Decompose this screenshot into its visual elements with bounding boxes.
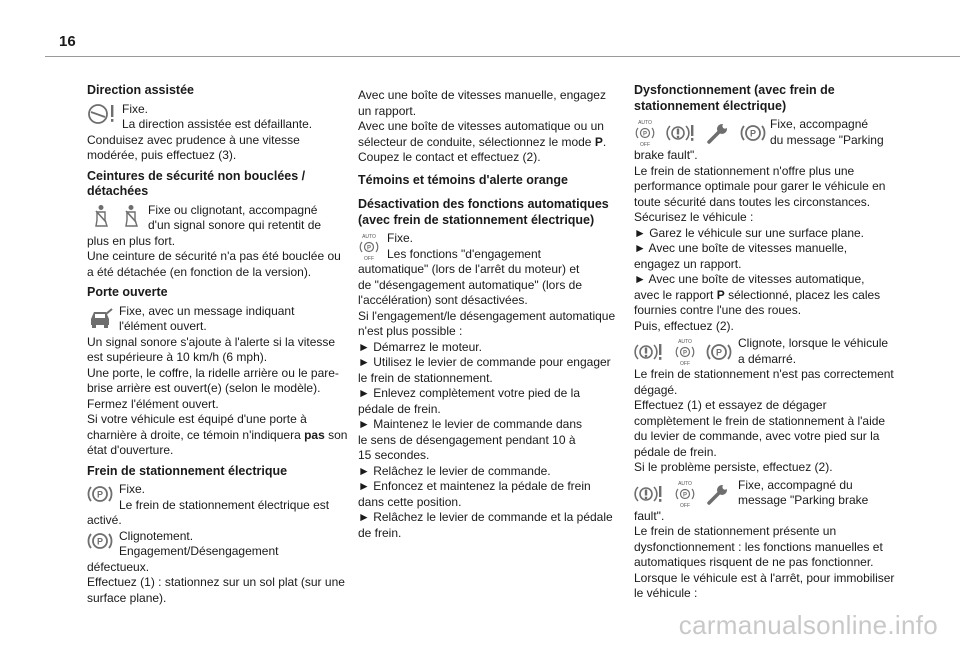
brake-fault-icon <box>666 122 696 144</box>
brake-fault-icon <box>634 341 664 363</box>
section-title-auto-functions-off: Désactivation des fonctions automatiques (avec frein de stationnement électrique) <box>358 197 609 227</box>
svg-text:AUTO: AUTO <box>678 480 692 487</box>
section-title-orange-warnings: Témoins et témoins d'alerte orange <box>358 172 568 187</box>
svg-text:OFF: OFF <box>640 142 650 148</box>
parking-brake-flashing-entry: P Clignotement. Engagement/Désengagement <box>87 529 349 560</box>
auto-off-icon <box>358 232 380 262</box>
svg-text:OFF: OFF <box>680 502 690 509</box>
door-open-icon <box>87 305 113 331</box>
svg-text:OFF: OFF <box>364 256 374 262</box>
parking-brake-icon <box>706 341 732 363</box>
svg-text:OFF: OFF <box>680 361 690 367</box>
section-title-power-steering: Direction assistée <box>87 83 194 97</box>
section-title-door-open: Porte ouverte <box>87 285 168 299</box>
svg-text:P: P <box>96 489 104 500</box>
svg-text:P: P <box>642 131 648 138</box>
power-steering-entry: Fixe. La direction assistée est défaillante. <box>87 102 349 133</box>
section-title-seatbelts: Ceintures de sécurité non bouclées / détachées <box>87 168 306 198</box>
svg-text:AUTO: AUTO <box>638 120 652 126</box>
svg-text:AUTO: AUTO <box>678 339 692 345</box>
svg-text:P: P <box>682 350 688 357</box>
brake-fault-icon <box>634 483 664 505</box>
seatbelt-icon <box>123 204 139 228</box>
svg-text:P: P <box>682 492 688 498</box>
auto-off-entry: AUTO P OFF Fixe. Les fonctions "d'engagement <box>358 231 620 262</box>
watermark: carmanualsonline.info <box>678 610 938 640</box>
svg-text:P: P <box>715 347 723 358</box>
section-title-electric-parking-brake: Frein de stationnement électrique <box>87 463 288 478</box>
page-number: 16 <box>59 33 76 50</box>
wrench-icon <box>706 482 730 506</box>
wrench-icon <box>706 121 730 145</box>
auto-off-icon <box>674 479 696 509</box>
door-open-entry: Fixe, avec un message indiquant l'élément ouvert. <box>87 304 349 335</box>
parking-brake-icon <box>87 483 113 505</box>
column-2: Avec une boîte de vitesses manuelle, engagez un rapport. Avec une boîte de vitesses automatique ou un sélecteur de conduite, sélectionnez le mode P. Coupez le contact et effectuez (2). Témoins et témoins d'alerte orange Désactivation des fonctions automatiques (avec frein de stationnement électrique) AUTO P OFF Fixe. Les fonctions "d'engagement automatique" (lors de l'arrêt du moteur) et de "désengagement automatique" (lors de l'accélération) sont désactivées. Si l'engagement/le désengagement automatique n'est plus possible : ► Démarrez le moteur. ► Utilisez le levier de commande pour engager le frein de stationnement. ► Enlevez complètement votre pied de la pédale de frein. ► Maintenez le levier de commande dans le sens de désengagement pendant 10 à 15 secondes. ► Relâchez le levier de commande. ► Enfoncez et maintenez la pédale de frein dans cette position. ► Relâchez le levier de commande et la pédale de frein. <box>358 82 620 541</box>
svg-text:P: P <box>749 128 757 139</box>
malfunction-message-entry: AUTO P OFF Fixe, accompagné du message "Parking brake <box>634 478 896 509</box>
steering-warning-icon <box>87 103 117 125</box>
auto-off-icon <box>674 337 696 367</box>
header-rule <box>45 56 960 57</box>
column-3: Dysfonctionnement (avec frein de stationnement électrique) AUTO P OFF P Fixe, accompagné du message "Parking brake fault". Le frein de stationnement n'offre plus une performance optimale pour garer le véhicule en toute sécurité dans toutes les circonstances. Sécurisez le véhicule : ► Garez le véhicule sur une surface plane. ► Avec une boîte de vitesses manuelle, engagez un rapport. ► Avec une boîte de vitesses automatique, avec le rapport P sélectionné, placez les cales fournies contre l'une des roues. Puis, effectuez (2). AUTO P OFF P Clignote, lorsque le véhicule a démarré. Le frein de stationnement n'est pas correctement dégagé. Effectuez (1) et essayez de dégager complètement le frein de stationnement à l'aide du levier de commande, avec votre pied sur la pédale de frein. Si le problème persiste, effectuez (2). AUTO P OFF Fixe, accompagné du message "Parking brake fault". Le frein de stationnement présente un dysfonctionnement : les fonctions manuelles et automatiques risquent de ne pas fonctionner. Lorsque le véhicule est à l'arrêt, pour immobiliser le véhicule : <box>634 83 895 600</box>
column-1: Direction assistée Fixe. La direction assistée est défaillante. Conduisez avec prudence à une vitesse modérée, puis effectuez (3). Ceintures de sécurité non bouclées / détachées Fixe ou clignotant, accompagné d'un signal sonore qui retentit de plus en plus fort. Une ceinture de sécurité n'a pas été bouclée ou a été détachée (en fonction de la version). Porte ouverte Fixe, avec un message indiquant l'élément ouvert. Un signal sonore s'ajoute à l'alerte si la vitesse est supérieure à 10 km/h (6 mph). Une porte, le coffre, la ridelle arrière ou le pare- brise arrière est ouvert(e) (selon le modèle). Fermez l'élément ouvert. Si votre véhicule est équipé d'une porte à charnière à droite, ce témoin n'indiquera pas son état d'ouverture. Frein de stationnement électrique P Fixe. Le frein de stationnement électrique est activé. P Clignotement. Engagement/Désengagement défectueux. Effectuez (1) : stationnez sur un sol plat (sur une surface plane). <box>87 83 348 605</box>
parking-brake-fixed-entry: P Fixe. Le frein de stationnement électrique est <box>87 482 349 513</box>
auto-off-icon <box>634 118 656 148</box>
malfunction-flashing-entry: AUTO P OFF P Clignote, lorsque le véhicule a démarré. <box>634 336 896 367</box>
section-title-malfunction: Dysfonctionnement (avec frein de stationnement électrique) <box>634 83 835 113</box>
parking-brake-icon <box>740 122 766 144</box>
parking-brake-icon <box>87 530 113 552</box>
svg-text:AUTO: AUTO <box>362 234 376 240</box>
malfunction-fixed-entry: AUTO P OFF P Fixe, accompagné du message "Parking <box>634 117 896 148</box>
seatbelt-entry: Fixe ou clignotant, accompagné d'un signal sonore qui retentit de <box>87 203 349 234</box>
seatbelt-icon <box>93 204 109 228</box>
svg-text:P: P <box>96 536 104 546</box>
svg-text:P: P <box>366 245 372 252</box>
